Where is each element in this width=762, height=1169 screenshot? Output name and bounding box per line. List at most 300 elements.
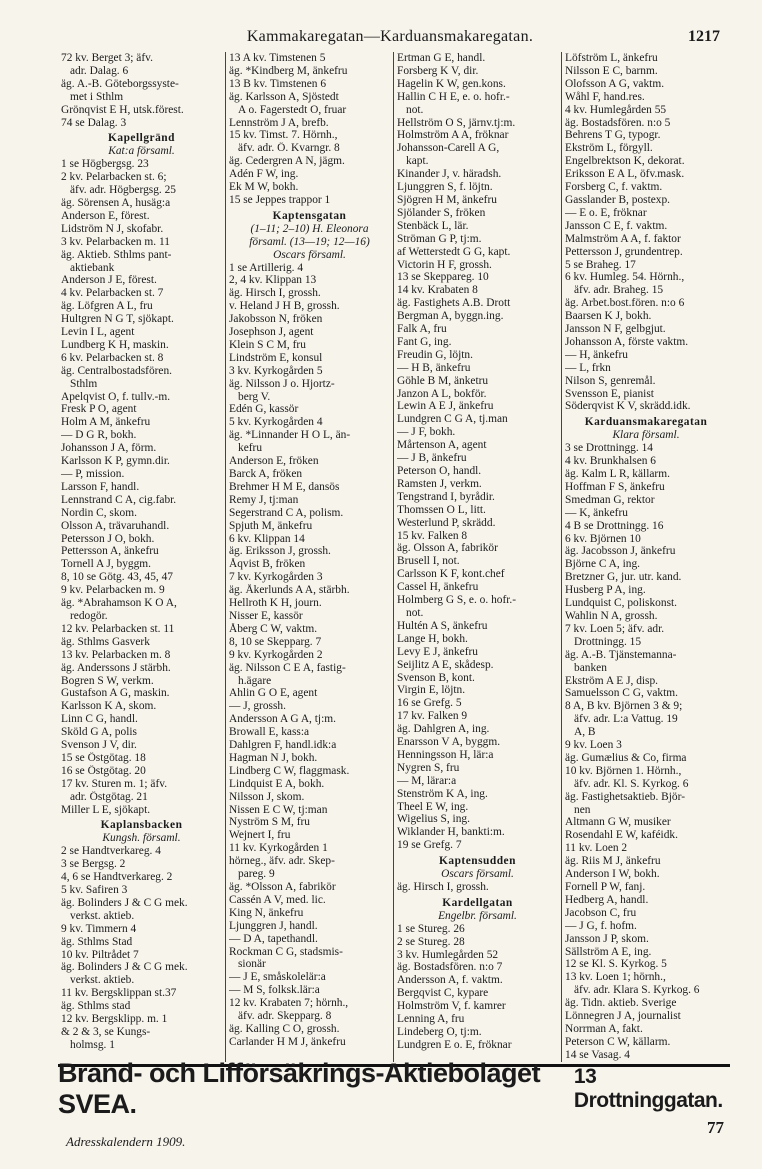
directory-entry: 72 kv. Berget 3; äfv.: [61, 52, 153, 64]
directory-entry: 5 kv. Kyrkogården 4: [229, 416, 323, 429]
directory-entry: Josephson J, agent: [229, 326, 314, 339]
directory-entry: äg. Fastighetsaktieb. Björ-: [565, 790, 685, 803]
directory-entry: Andersson A, f. vaktm.: [397, 974, 503, 987]
directory-entry: Olofsson A G, vaktm.: [565, 77, 665, 90]
directory-entry: 4 B se Drottningg. 16: [565, 519, 664, 532]
directory-entry: Lönnegren J A, journalist: [565, 1010, 681, 1023]
directory-entry: Nilsson J, skom.: [229, 790, 305, 803]
directory-entry: Rockman C G, stadsmis-: [229, 945, 343, 958]
directory-entry: 15 se Östgötag. 18: [61, 751, 146, 764]
directory-entry: — K, änkefru: [565, 506, 628, 519]
directory-entry: sionär: [238, 958, 266, 971]
directory-entry: Svenson B, kont.: [397, 671, 475, 684]
directory-entry: Wåhl F, hand.res.: [565, 90, 645, 103]
section-parish: Klara församl.: [612, 429, 680, 442]
directory-entry: Pettersson J, grundentrep.: [565, 245, 683, 258]
directory-entry: Norrman A, fakt.: [565, 1022, 643, 1035]
directory-entry: 1 se Stureg. 26: [397, 922, 465, 935]
directory-entry: Gasslander B, postexp.: [565, 193, 671, 206]
directory-entry: Holmström V, f. kamrer: [397, 1000, 506, 1013]
directory-entry: Ljunggren S, f. löjtn.: [397, 181, 493, 194]
directory-entry: Lundgren C G A, tj.man: [397, 413, 508, 426]
directory-entry: v. Heland J H B, grossh.: [229, 300, 340, 313]
directory-entry: äg. Sthlms stad: [61, 1000, 131, 1013]
directory-entry: Hellroth K H, journ.: [229, 597, 322, 610]
directory-entry: 9 kv. Loen 3: [565, 739, 622, 752]
directory-entry: Sköld G A, polis: [61, 726, 137, 739]
directory-entry: Ekström L, förgyll.: [565, 142, 653, 155]
directory-entry: äg. Gumælius & Co, firma: [565, 751, 687, 764]
directory-entry: 13 se Skeppareg. 10: [397, 271, 489, 284]
directory-entry: Svenson J V, dir.: [61, 739, 137, 752]
page-number: 1217: [688, 28, 720, 45]
directory-entry: Levy E J, änkefru: [397, 645, 478, 658]
directory-entry: Lange H, bokh.: [397, 632, 468, 645]
directory-entry: äg. Bolinders J & C G mek.: [61, 896, 188, 909]
directory-entry: — D G R, bokh.: [61, 429, 137, 442]
directory-entry: Spjuth M, änkefru: [229, 519, 313, 532]
directory-entry: Adén F W, ing.: [229, 168, 299, 181]
directory-entry: Mårtenson A, agent: [397, 439, 487, 452]
directory-entry: äfv. adr. Ö. Kvarngr. 8: [238, 142, 340, 155]
directory-columns: [58, 52, 730, 1062]
directory-entry: 4 kv. Brunkhalsen 6: [565, 455, 657, 468]
directory-entry: äfv. adr. Kl. S. Kyrkog. 6: [574, 777, 689, 790]
directory-entry: Anderson J E, förest.: [61, 274, 157, 287]
directory-entry: Samuelsson C G, vaktm.: [565, 687, 678, 700]
directory-entry: Victorin H F, grossh.: [397, 258, 492, 271]
directory-entry: 12 kv. Pelarbacken st. 11: [61, 622, 175, 635]
directory-entry: 6 kv. Björnen 10: [565, 532, 641, 545]
directory-entry: 7 kv. Kyrkogården 3: [229, 571, 323, 584]
directory-entry: 8, 10 se Skepparg. 7: [229, 635, 322, 648]
directory-entry: 5 se Braheg. 17: [565, 258, 636, 271]
directory-entry: — E o. E, fröknar: [565, 206, 647, 219]
directory-entry: 16 se Grefg. 5: [397, 697, 462, 710]
directory-entry: pareg. 9: [238, 868, 275, 881]
section-parish: Oscars församl.: [273, 248, 346, 261]
page-title: Kammakaregatan—Karduansmakaregatan.: [246, 28, 534, 45]
directory-entry: Westerlund P, skrädd.: [397, 516, 496, 529]
directory-entry: — P, mission.: [61, 468, 125, 480]
directory-entry: äg. Kalm L R, källarm.: [565, 468, 670, 480]
directory-entry: 7 kv. Loen 5; äfv. adr.: [565, 622, 665, 635]
section-parish: Oscars församl.: [441, 868, 514, 881]
directory-entry: Bogren S W, verkm.: [61, 674, 154, 687]
directory-entry: Stenbäck L, lär.: [397, 219, 469, 232]
directory-entry: adr. Östgötag. 21: [70, 790, 148, 803]
directory-entry: 3 se Drottningg. 14: [565, 442, 653, 455]
directory-entry: Enarsson V A, byggm.: [397, 736, 501, 749]
directory-entry: Ertman G E, handl.: [397, 52, 486, 64]
directory-entry: kefru: [238, 442, 263, 455]
section-parish: församl. (13—19; 12—16): [249, 235, 370, 248]
directory-entry: Johansson J A, förm.: [61, 442, 157, 455]
directory-entry: Carlsson K F, kont.chef: [397, 568, 505, 581]
directory-entry: Nisser E, kassör: [229, 609, 303, 622]
directory-entry: Barck A, fröken: [229, 468, 303, 480]
directory-entry: Holmström A A, fröknar: [397, 129, 509, 142]
directory-entry: äg. *Abrahamson K O A,: [61, 597, 177, 610]
column-3: [394, 52, 562, 1062]
directory-entry: Seijlitz A E, skådesp.: [397, 658, 494, 671]
directory-entry: Lennström J A, brefb.: [229, 116, 329, 129]
section-parish: Kat:a församl.: [108, 145, 175, 158]
directory-entry: äg. Tidn. aktieb. Sverige: [565, 997, 677, 1010]
directory-entry: 9 kv. Timmern 4: [61, 922, 137, 935]
directory-entry: Gustafson A G, maskin.: [61, 687, 170, 700]
directory-entry: Wiklander H, bankti:m.: [397, 826, 505, 839]
directory-entry: — J G, f. hofm.: [565, 919, 637, 932]
directory-entry: Hedberg A, handl.: [565, 893, 649, 906]
directory-entry: 6 kv. Pelarbacken st. 8: [61, 351, 164, 364]
directory-entry: banken: [574, 661, 607, 674]
section-heading: Kaptensudden: [439, 855, 516, 868]
directory-entry: äg. Sthlms Gasverk: [61, 635, 150, 648]
directory-entry: äg. Centralbostadsfören.: [61, 364, 173, 377]
directory-entry: 13 kv. Pelarbacken m. 8: [61, 648, 171, 661]
directory-entry: 12 kv. Krabaten 7; hörnh.,: [229, 997, 349, 1010]
directory-entry: äg. Eriksson J, grossh.: [229, 545, 331, 558]
directory-entry: Larsson F, handl.: [61, 480, 140, 493]
directory-entry: Jansson C E, f. vaktm.: [565, 219, 668, 232]
directory-entry: — J F, bokh.: [397, 426, 456, 439]
directory-entry: Klein S C M, fru: [229, 338, 306, 351]
directory-entry: 15 kv. Timst. 7. Hörnh.,: [229, 129, 338, 142]
section-heading: Kaplansbacken: [100, 819, 183, 832]
directory-entry: Hellström O S, järnv.tj:m.: [397, 116, 516, 129]
directory-entry: Forsberg K V, dir.: [397, 64, 479, 77]
directory-entry: Grönqvist E H, utsk.förest.: [61, 103, 184, 116]
directory-entry: h.ägare: [238, 674, 272, 687]
directory-entry: 2 se Stureg. 28: [397, 935, 465, 948]
directory-entry: äg. Bostadsfören. n:o 7: [397, 961, 503, 974]
directory-entry: Ljunggren J, handl.: [229, 919, 318, 932]
directory-entry: nen: [574, 803, 591, 816]
directory-entry: Anderson E, fröken: [229, 455, 319, 468]
directory-entry: Löfström L, änkefru: [565, 52, 658, 64]
directory-entry: Ramsten J, verkm.: [397, 477, 482, 490]
directory-entry: Brehmer H M E, dansös: [229, 480, 340, 493]
directory-entry: Smedman G, rektor: [565, 493, 655, 506]
directory-entry: af Wetterstedt G G, kapt.: [397, 245, 511, 258]
directory-entry: Altmann G W, musiker: [565, 816, 671, 829]
directory-entry: äg. Karlsson A, Sjöstedt: [229, 90, 339, 103]
directory-entry: 4 kv. Pelarbacken st. 7: [61, 287, 164, 300]
directory-entry: äg. Anderssons J stärbh.: [61, 661, 171, 674]
directory-entry: Miller L E, sjökapt.: [61, 803, 151, 816]
directory-entry: verkst. aktieb.: [70, 974, 135, 987]
directory-entry: Karlsson K A, skom.: [61, 700, 157, 713]
directory-entry: 17 kv. Falken 9: [397, 710, 468, 723]
directory-entry: Hallin C H E, e. o. hofr.-: [397, 90, 510, 103]
directory-entry: äg. *Kindberg M, änkefru: [229, 64, 348, 77]
directory-entry: Olsson A, trävaruhandl.: [61, 519, 170, 532]
directory-entry: äg. Sthlms Stad: [61, 935, 133, 948]
column-4: [562, 52, 730, 1062]
directory-entry: Lindquist E A, bokh.: [229, 777, 325, 790]
directory-entry: Anderson E, förest.: [61, 209, 150, 222]
directory-entry: 3 se Bergsg. 2: [61, 858, 126, 871]
directory-entry: Eriksson E A L, öfv.mask.: [565, 168, 685, 181]
directory-entry: Ahlin G O E, agent: [229, 687, 318, 700]
advertisement-address: 13 Drottninggatan.: [573, 1065, 723, 1112]
directory-entry: 8, 10 se Götg. 43, 45, 47: [61, 571, 174, 584]
directory-entry: Sjögren H M, änkefru: [397, 193, 497, 206]
directory-entry: Björne C A, ing.: [565, 558, 640, 571]
directory-entry: 10 kv. Piltrådet 7: [61, 948, 139, 961]
directory-entry: 9 kv. Kyrkogården 2: [229, 648, 323, 661]
directory-entry: 2, 4 kv. Klippan 13: [229, 274, 317, 287]
section-heading: Kardellgatan: [442, 896, 513, 909]
directory-entry: Henningsson H, lär:a: [397, 748, 494, 761]
directory-entry: Lindström E, konsul: [229, 351, 323, 364]
directory-entry: A o. Fagerstedt O, fruar: [238, 103, 347, 116]
directory-entry: Bretzner G, jur. utr. kand.: [565, 571, 682, 584]
directory-entry: Söderqvist K V, skrädd.idk.: [565, 400, 691, 413]
directory-entry: Bergman A, byggn.ing.: [397, 310, 504, 323]
column-1: [58, 52, 226, 1062]
directory-entry: äg. Aktieb. Sthlms pant-: [61, 248, 172, 261]
directory-entry: äg. Nilsson C E A, fastig-: [229, 661, 346, 674]
directory-entry: Johansson A, förste vaktm.: [565, 335, 689, 348]
directory-entry: 17 kv. Sturen m. 1; äfv.: [61, 777, 168, 790]
directory-entry: 6 kv. Klippan 14: [229, 532, 305, 545]
directory-entry: Nygren S, fru: [397, 761, 460, 774]
directory-entry: äg. Kalling C O, grossh.: [229, 1022, 340, 1035]
directory-entry: Andersson A G A, tj:m.: [229, 713, 336, 726]
directory-entry: — J, grossh.: [229, 700, 286, 713]
directory-entry: Wejnert I, fru: [229, 829, 291, 842]
page-header: [60, 28, 720, 54]
directory-entry: Tengstrand I, byrådir.: [397, 490, 495, 503]
directory-entry: äg. Arbet.bost.fören. n:o 6: [565, 297, 685, 310]
directory-entry: Edén G, kassör: [229, 403, 299, 416]
directory-entry: Stenström K A, ing.: [397, 787, 488, 800]
directory-entry: Tornell A J, byggm.: [61, 558, 152, 571]
directory-entry: verkst. aktieb.: [70, 909, 135, 922]
directory-entry: äg. Hirsch I, grossh.: [229, 287, 321, 300]
directory-entry: Nilson S, genremål.: [565, 374, 656, 387]
directory-entry: Lindberg C W, flaggmask.: [229, 764, 350, 777]
directory-entry: Hultén A S, änkefru: [397, 619, 488, 632]
directory-entry: — M S, folksk.lär:a: [229, 984, 320, 997]
directory-entry: Hultgren N G T, sjökapt.: [61, 313, 174, 326]
directory-entry: äg. Nilsson J o. Hjortz-: [229, 377, 335, 390]
directory-entry: 6 kv. Humleg. 54. Hörnh.,: [565, 271, 685, 284]
directory-entry: Nordin C, skom.: [61, 506, 137, 519]
section-parish: Engelbr. församl.: [438, 909, 517, 922]
directory-entry: äg. *Olsson A, fabrikör: [229, 881, 336, 893]
directory-entry: 8 A, B kv. Björnen 3 & 9;: [565, 700, 683, 713]
directory-entry: Segerstrand C A, polism.: [229, 506, 344, 519]
directory-entry: Lewin A E J, änkefru: [397, 400, 494, 413]
directory-entry: Husberg P A, ing.: [565, 584, 646, 597]
directory-entry: hörneg., äfv. adr. Skep-: [229, 855, 335, 868]
directory-entry: 12 se Kl. S. Kyrkog. 5: [565, 958, 667, 971]
directory-entry: A, B: [574, 726, 596, 739]
directory-entry: Peterson C W, källarm.: [565, 1035, 671, 1048]
directory-entry: 13 B kv. Timstenen 6: [229, 77, 327, 90]
directory-entry: Hoffman F S, änkefru: [565, 480, 665, 493]
directory-entry: Linn C G, handl.: [61, 713, 138, 726]
directory-entry: Rosendahl E W, kaféidk.: [565, 829, 678, 842]
directory-entry: Falk A, fru: [397, 323, 447, 336]
directory-entry: äg. Dahlgren A, ing.: [397, 723, 490, 736]
directory-entry: äg. Cedergren A N, jägm.: [229, 155, 345, 168]
directory-entry: adr. Dalag. 6: [70, 64, 129, 77]
directory-entry: äg. Jacobsson J, änkefru: [565, 545, 676, 558]
directory-entry: Petersson J O, bokh.: [61, 532, 155, 545]
directory-entry: Malmström A A, f. faktor: [565, 232, 681, 245]
directory-entry: Peterson O, handl.: [397, 465, 482, 477]
directory-entry: Lundgren E o. E, fröknar: [397, 1038, 512, 1051]
directory-entry: Åqvist B, fröken: [229, 558, 306, 571]
directory-entry: äfv. adr. Skepparg. 8: [238, 1010, 332, 1023]
directory-entry: Janzon A L, bokför.: [397, 387, 487, 400]
advertisement-banner: [58, 1058, 730, 1119]
directory-entry: 2 kv. Pelarbacken st. 6;: [61, 171, 167, 184]
directory-entry: Dahlgren F, handl.idk:a: [229, 739, 337, 752]
directory-entry: aktiebank: [70, 261, 115, 274]
section-heading: Karduansmakaregatan: [584, 416, 708, 429]
footer-page-number: 77: [707, 1118, 724, 1137]
directory-entry: Svensson E, pianist: [565, 387, 654, 400]
directory-entry: King N, änkefru: [229, 906, 304, 919]
directory-entry: äg. A.-B. Göteborgssyste-: [61, 77, 179, 90]
directory-entry: Sällström A E, ing.: [565, 945, 652, 958]
directory-entry: 19 se Grefg. 7: [397, 839, 462, 852]
directory-entry: äg. Åkerlunds A A, stärbh.: [229, 584, 350, 597]
directory-entry: — J E, småskolelär:a: [229, 971, 326, 984]
directory-entry: 5 kv. Safiren 3: [61, 884, 128, 896]
directory-entry: äfv. adr. Braheg. 15: [574, 284, 664, 297]
footer-publication: Adresskalendern 1909.: [66, 1134, 186, 1149]
directory-entry: äg. *Linnander H O L, än-: [229, 429, 351, 442]
directory-entry: 15 se Jeppes trappor 1: [229, 193, 331, 206]
directory-entry: 15 kv. Falken 8: [397, 529, 468, 542]
directory-entry: 4, 6 se Handtverkareg. 2: [61, 871, 173, 884]
directory-entry: Fresk P O, agent: [61, 403, 137, 416]
directory-entry: Wahlin N A, grossh.: [565, 609, 658, 622]
directory-entry: Sthlm: [70, 377, 98, 390]
directory-entry: — H, änkefru: [565, 348, 628, 361]
directory-entry: Lundquist C, poliskonst.: [565, 597, 678, 610]
directory-entry: Nissen E C W, tj:man: [229, 803, 328, 816]
directory-entry: Hagelin K W, gen.kons.: [397, 77, 506, 90]
directory-entry: — D A, tapethandl.: [229, 932, 318, 945]
directory-entry: Cassén A V, med. lic.: [229, 893, 326, 906]
directory-entry: Lidström N J, skofabr.: [61, 222, 164, 235]
directory-entry: Cassel H, änkefru: [397, 581, 479, 594]
directory-entry: 16 se Östgötag. 20: [61, 764, 146, 777]
directory-entry: Thomssen O L, litt.: [397, 503, 486, 516]
directory-entry: Göhle B M, änketru: [397, 374, 489, 387]
directory-entry: not.: [406, 103, 424, 116]
directory-entry: Sjölander S, fröken: [397, 206, 486, 219]
directory-entry: Karlsson K P, gymn.dir.: [61, 455, 170, 468]
directory-entry: Carlander H M J, änkefru: [229, 1035, 346, 1048]
directory-entry: äg. Fastighets A.B. Drott: [397, 297, 511, 310]
directory-entry: — L, frkn: [565, 361, 611, 374]
directory-entry: berg V.: [238, 390, 271, 403]
directory-entry: Holm A M, änkefru: [61, 416, 151, 429]
directory-entry: 3 kv. Kyrkogården 5: [229, 364, 323, 377]
directory-entry: 11 kv. Loen 2: [565, 842, 628, 855]
directory-entry: äg. Bolinders J & C G mek.: [61, 961, 188, 974]
directory-entry: Bergqvist C, kypare: [397, 987, 489, 1000]
directory-entry: met i Sthlm: [70, 90, 124, 103]
directory-entry: 74 se Dalag. 3: [61, 116, 127, 129]
directory-entry: Lennstrand C A, cig.fabr.: [61, 493, 177, 506]
directory-entry: — M, lärar:a: [397, 774, 457, 787]
directory-entry: äg. Sörensen A, husäg:a: [61, 196, 171, 209]
directory-entry: 13 kv. Loen 1; hörnh.,: [565, 971, 666, 984]
directory-entry: Behrens T G, typogr.: [565, 129, 661, 142]
directory-entry: Fant G, ing.: [397, 335, 452, 348]
directory-entry: äg. Bostadsfören. n:o 5: [565, 116, 671, 129]
directory-entry: 10 kv. Björnen 1. Hörnh.,: [565, 764, 682, 777]
directory-entry: 3 kv. Pelarbacken m. 11: [61, 235, 170, 248]
directory-entry: Jakobsson N, fröken: [229, 313, 323, 326]
directory-entry: Nilsson E C, barnm.: [565, 64, 658, 77]
directory-entry: äfv. adr. Högbergsg. 25: [70, 184, 176, 197]
directory-entry: Virgin E, löjtn.: [397, 684, 466, 697]
directory-entry: Wigelius S, ing.: [397, 813, 470, 826]
directory-entry: not.: [406, 606, 424, 619]
directory-entry: Forsberg C, f. vaktm.: [565, 181, 663, 194]
directory-entry: Johansson-Carell A G,: [397, 142, 500, 155]
directory-entry: Drottningg. 15: [574, 635, 642, 648]
directory-entry: Nyström S M, fru: [229, 816, 311, 829]
directory-entry: holmsg. 1: [70, 1038, 115, 1051]
directory-entry: Holmberg G S, e. o. hofr.-: [397, 594, 517, 607]
directory-entry: Jansson N F, gelbgjut.: [565, 323, 666, 336]
directory-entry: 4 kv. Humlegården 55: [565, 103, 667, 116]
directory-entry: äfv. adr. L:a Vattug. 19: [574, 713, 678, 726]
directory-entry: 1 se Artillerig. 4: [229, 261, 304, 274]
advertisement-text: Brand- och Lifförsäkrings-Aktiebolaget SVEA.: [58, 1058, 541, 1119]
directory-entry: Freudin G, löjtn.: [397, 348, 473, 361]
directory-entry: äg. Löfgren A L, fru: [61, 300, 153, 313]
column-2: [226, 52, 394, 1062]
directory-entry: äg. Hirsch I, grossh.: [397, 881, 489, 893]
directory-entry: Browall E, kass:a: [229, 726, 310, 739]
directory-entry: kapt.: [406, 155, 429, 168]
directory-entry: 9 kv. Pelarbacken m. 9: [61, 584, 165, 597]
directory-entry: Jacobson C, fru: [565, 906, 637, 919]
directory-entry: 14 kv. Krabaten 8: [397, 284, 478, 297]
section-parish: Kungsh. församl.: [102, 832, 181, 845]
directory-entry: 13 A kv. Timstenen 5: [229, 52, 326, 64]
directory-entry: 12 kv. Bergsklipp. m. 1: [61, 1013, 168, 1026]
directory-entry: Lundberg K H, maskin.: [61, 338, 169, 351]
directory-entry: Ekström A E J, disp.: [565, 674, 659, 687]
directory-entry: Baarsen K J, bokh.: [565, 310, 652, 323]
directory-entry: — J B, änkefru: [397, 452, 467, 465]
directory-entry: 3 kv. Humlegården 52: [397, 948, 499, 961]
directory-entry: Remy J, tj:man: [229, 493, 299, 506]
directory-entry: Theel E W, ing.: [397, 800, 469, 813]
directory-entry: 11 kv. Kyrkogården 1: [229, 842, 328, 855]
section-heading: Kapellgränd: [108, 132, 175, 145]
section-parish: (1–11; 2–10) H. Eleonora: [250, 222, 369, 235]
directory-entry: redogör.: [70, 609, 108, 622]
directory-entry: & 2 & 3, se Kungs-: [61, 1025, 151, 1038]
directory-entry: äg. Olsson A, fabrikör: [397, 542, 498, 555]
directory-entry: Kinander J, v. häradsh.: [397, 168, 502, 181]
directory-entry: äg. A.-B. Tjänstemanna-: [565, 648, 677, 661]
